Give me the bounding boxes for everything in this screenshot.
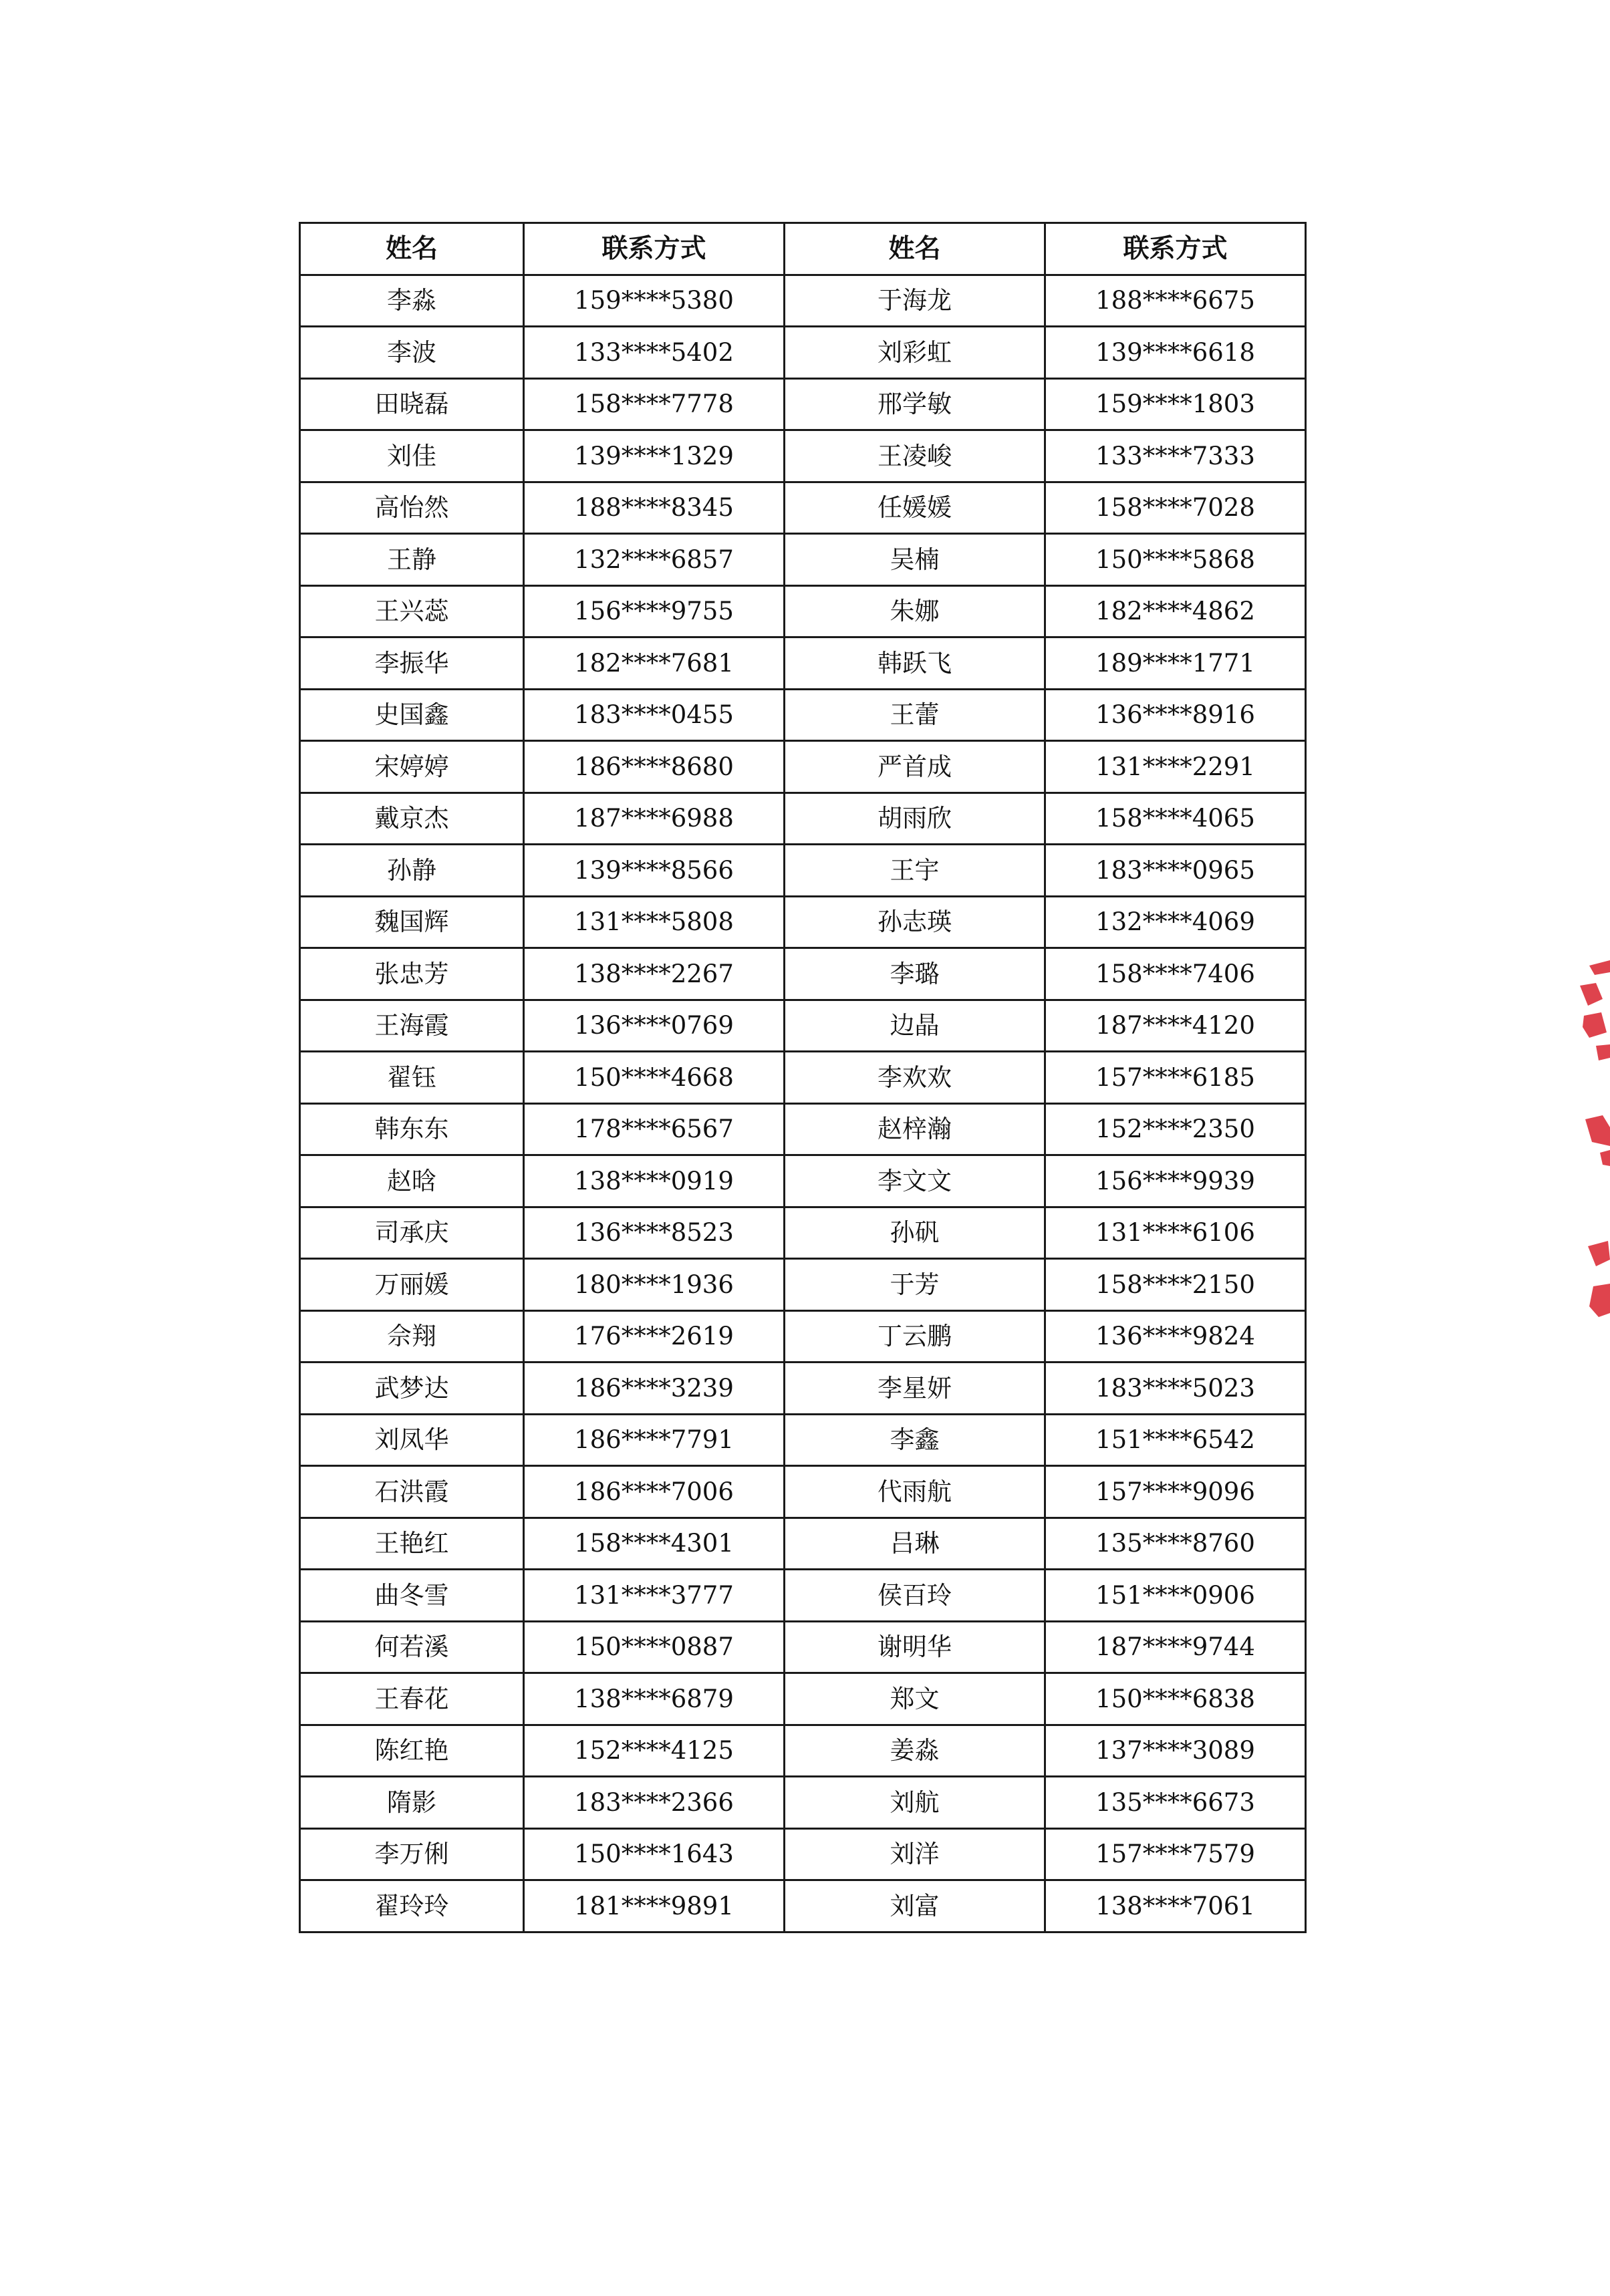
name-cell: 吴楠 [785, 534, 1045, 586]
contact-cell: 157****7579 [1045, 1828, 1306, 1880]
name-cell: 史国鑫 [300, 689, 524, 741]
contact-cell: 139****8566 [524, 845, 785, 897]
name-cell: 王艳红 [300, 1518, 524, 1570]
contact-cell: 158****4301 [524, 1518, 785, 1570]
contact-cell: 183****2366 [524, 1777, 785, 1829]
contact-cell: 186****7006 [524, 1466, 785, 1518]
name-cell: 代雨航 [785, 1466, 1045, 1518]
name-cell: 王静 [300, 534, 524, 586]
contact-cell: 131****3777 [524, 1570, 785, 1622]
contact-cell: 186****7791 [524, 1414, 785, 1466]
contact-cell: 137****3089 [1045, 1725, 1306, 1777]
contact-cell: 157****6185 [1045, 1052, 1306, 1104]
contact-cell: 156****9939 [1045, 1155, 1306, 1207]
contact-cell: 131****5808 [524, 896, 785, 948]
contact-cell: 138****6879 [524, 1673, 785, 1725]
table-row [300, 482, 1306, 534]
contact-cell: 138****2267 [524, 948, 785, 1000]
contact-cell: 156****9755 [524, 585, 785, 637]
header-row [300, 223, 1306, 275]
table-row [300, 327, 1306, 379]
table-row [300, 1725, 1306, 1777]
contact-cell: 152****2350 [1045, 1103, 1306, 1155]
name-cell: 王蕾 [785, 689, 1045, 741]
name-cell: 王凌峻 [785, 430, 1045, 482]
contact-cell: 150****6838 [1045, 1673, 1306, 1725]
table-row [300, 1414, 1306, 1466]
contact-cell: 139****6618 [1045, 327, 1306, 379]
name-cell: 孙静 [300, 845, 524, 897]
name-cell: 曲冬雪 [300, 1570, 524, 1622]
name-cell: 孙矾 [785, 1207, 1045, 1259]
red-seal-fragment [1576, 952, 1610, 1326]
name-cell: 刘洋 [785, 1828, 1045, 1880]
header-name-2: 姓名 [785, 223, 1045, 275]
contact-cell: 188****8345 [524, 482, 785, 534]
contact-cell: 183****0965 [1045, 845, 1306, 897]
name-cell: 司承庆 [300, 1207, 524, 1259]
table-row [300, 1828, 1306, 1880]
name-cell: 刘富 [785, 1880, 1045, 1932]
name-cell: 刘彩虹 [785, 327, 1045, 379]
name-cell: 戴京杰 [300, 793, 524, 845]
contact-cell: 138****0919 [524, 1155, 785, 1207]
table-row [300, 1155, 1306, 1207]
name-cell: 刘航 [785, 1777, 1045, 1829]
table-row [300, 1621, 1306, 1673]
name-cell: 陈红艳 [300, 1725, 524, 1777]
contact-cell: 187****6988 [524, 793, 785, 845]
contact-cell: 158****4065 [1045, 793, 1306, 845]
name-cell: 李欢欢 [785, 1052, 1045, 1104]
contact-cell: 188****6675 [1045, 275, 1306, 327]
contact-cell: 186****8680 [524, 741, 785, 793]
name-cell: 李振华 [300, 637, 524, 690]
contact-cell: 150****5868 [1045, 534, 1306, 586]
contact-cell: 157****9096 [1045, 1466, 1306, 1518]
contact-cell: 186****3239 [524, 1362, 785, 1415]
name-cell: 李波 [300, 327, 524, 379]
table-row [300, 1207, 1306, 1259]
contact-cell: 158****2150 [1045, 1259, 1306, 1311]
header-contact-1: 联系方式 [524, 223, 785, 275]
contact-cell: 159****5380 [524, 275, 785, 327]
table-row [300, 378, 1306, 430]
contact-cell: 150****4668 [524, 1052, 785, 1104]
name-cell: 姜淼 [785, 1725, 1045, 1777]
table-row [300, 845, 1306, 897]
table-row [300, 741, 1306, 793]
contact-cell: 133****7333 [1045, 430, 1306, 482]
name-cell: 李万俐 [300, 1828, 524, 1880]
contact-cell: 151****0906 [1045, 1570, 1306, 1622]
name-cell: 田晓磊 [300, 378, 524, 430]
name-cell: 谢明华 [785, 1621, 1045, 1673]
contact-cell: 189****1771 [1045, 637, 1306, 690]
table-row [300, 948, 1306, 1000]
contact-cell: 133****5402 [524, 327, 785, 379]
name-cell: 韩跃飞 [785, 637, 1045, 690]
name-cell: 丁云鹏 [785, 1310, 1045, 1362]
name-cell: 侯百玲 [785, 1570, 1045, 1622]
contact-cell: 136****8523 [524, 1207, 785, 1259]
contact-cell: 136****9824 [1045, 1310, 1306, 1362]
name-cell: 朱娜 [785, 585, 1045, 637]
contact-cell: 151****6542 [1045, 1414, 1306, 1466]
contact-cell: 181****9891 [524, 1880, 785, 1932]
contact-table [299, 222, 1307, 1933]
table-row [300, 793, 1306, 845]
table-row [300, 1259, 1306, 1311]
name-cell: 李文文 [785, 1155, 1045, 1207]
table-row [300, 534, 1306, 586]
name-cell: 吕琳 [785, 1518, 1045, 1570]
table-row [300, 1362, 1306, 1415]
name-cell: 何若溪 [300, 1621, 524, 1673]
table-row [300, 1310, 1306, 1362]
table-row [300, 1880, 1306, 1932]
name-cell: 王海霞 [300, 1000, 524, 1052]
contact-cell: 178****6567 [524, 1103, 785, 1155]
name-cell: 李星妍 [785, 1362, 1045, 1415]
name-cell: 张忠芳 [300, 948, 524, 1000]
table-row [300, 430, 1306, 482]
name-cell: 邢学敏 [785, 378, 1045, 430]
contact-cell: 187****4120 [1045, 1000, 1306, 1052]
name-cell: 隋影 [300, 1777, 524, 1829]
header-contact-2: 联系方式 [1045, 223, 1306, 275]
name-cell: 赵梓瀚 [785, 1103, 1045, 1155]
contact-cell: 136****8916 [1045, 689, 1306, 741]
contact-cell: 135****6673 [1045, 1777, 1306, 1829]
contact-cell: 182****7681 [524, 637, 785, 690]
name-cell: 于海龙 [785, 275, 1045, 327]
contact-cell: 183****0455 [524, 689, 785, 741]
name-cell: 翟钰 [300, 1052, 524, 1104]
name-cell: 胡雨欣 [785, 793, 1045, 845]
name-cell: 佘翔 [300, 1310, 524, 1362]
name-cell: 严首成 [785, 741, 1045, 793]
contact-cell: 139****1329 [524, 430, 785, 482]
contact-cell: 159****1803 [1045, 378, 1306, 430]
name-cell: 赵晗 [300, 1155, 524, 1207]
name-cell: 李鑫 [785, 1414, 1045, 1466]
name-cell: 翟玲玲 [300, 1880, 524, 1932]
name-cell: 高怡然 [300, 482, 524, 534]
name-cell: 任媛媛 [785, 482, 1045, 534]
table-row [300, 585, 1306, 637]
name-cell: 边晶 [785, 1000, 1045, 1052]
name-cell: 李淼 [300, 275, 524, 327]
table-row [300, 1466, 1306, 1518]
contact-cell: 152****4125 [524, 1725, 785, 1777]
contact-cell: 158****7028 [1045, 482, 1306, 534]
table-row [300, 1000, 1306, 1052]
contact-cell: 180****1936 [524, 1259, 785, 1311]
name-cell: 王宇 [785, 845, 1045, 897]
header-name-1: 姓名 [300, 223, 524, 275]
name-cell: 王春花 [300, 1673, 524, 1725]
contact-cell: 138****7061 [1045, 1880, 1306, 1932]
name-cell: 宋婷婷 [300, 741, 524, 793]
table-row [300, 1570, 1306, 1622]
name-cell: 韩东东 [300, 1103, 524, 1155]
contact-cell: 187****9744 [1045, 1621, 1306, 1673]
contact-cell: 182****4862 [1045, 585, 1306, 637]
table-row [300, 1673, 1306, 1725]
contact-cell: 131****6106 [1045, 1207, 1306, 1259]
name-cell: 魏国辉 [300, 896, 524, 948]
name-cell: 刘凤华 [300, 1414, 524, 1466]
table-row [300, 689, 1306, 741]
name-cell: 孙志瑛 [785, 896, 1045, 948]
name-cell: 万丽媛 [300, 1259, 524, 1311]
contact-cell: 131****2291 [1045, 741, 1306, 793]
name-cell: 武梦达 [300, 1362, 524, 1415]
contact-cell: 132****6857 [524, 534, 785, 586]
table-row [300, 275, 1306, 327]
contact-cell: 150****1643 [524, 1828, 785, 1880]
table-row [300, 1777, 1306, 1829]
contact-cell: 176****2619 [524, 1310, 785, 1362]
table-body [300, 275, 1306, 1932]
contact-cell: 158****7778 [524, 378, 785, 430]
table-row [300, 637, 1306, 690]
name-cell: 石洪霞 [300, 1466, 524, 1518]
table-row [300, 1103, 1306, 1155]
contact-cell: 183****5023 [1045, 1362, 1306, 1415]
name-cell: 于芳 [785, 1259, 1045, 1311]
name-cell: 李璐 [785, 948, 1045, 1000]
table-row [300, 896, 1306, 948]
contact-cell: 132****4069 [1045, 896, 1306, 948]
contact-cell: 150****0887 [524, 1621, 785, 1673]
name-cell: 王兴蕊 [300, 585, 524, 637]
name-cell: 刘佳 [300, 430, 524, 482]
contact-cell: 158****7406 [1045, 948, 1306, 1000]
table-row [300, 1518, 1306, 1570]
contact-cell: 135****8760 [1045, 1518, 1306, 1570]
name-cell: 郑文 [785, 1673, 1045, 1725]
contact-cell: 136****0769 [524, 1000, 785, 1052]
table-row [300, 1052, 1306, 1104]
